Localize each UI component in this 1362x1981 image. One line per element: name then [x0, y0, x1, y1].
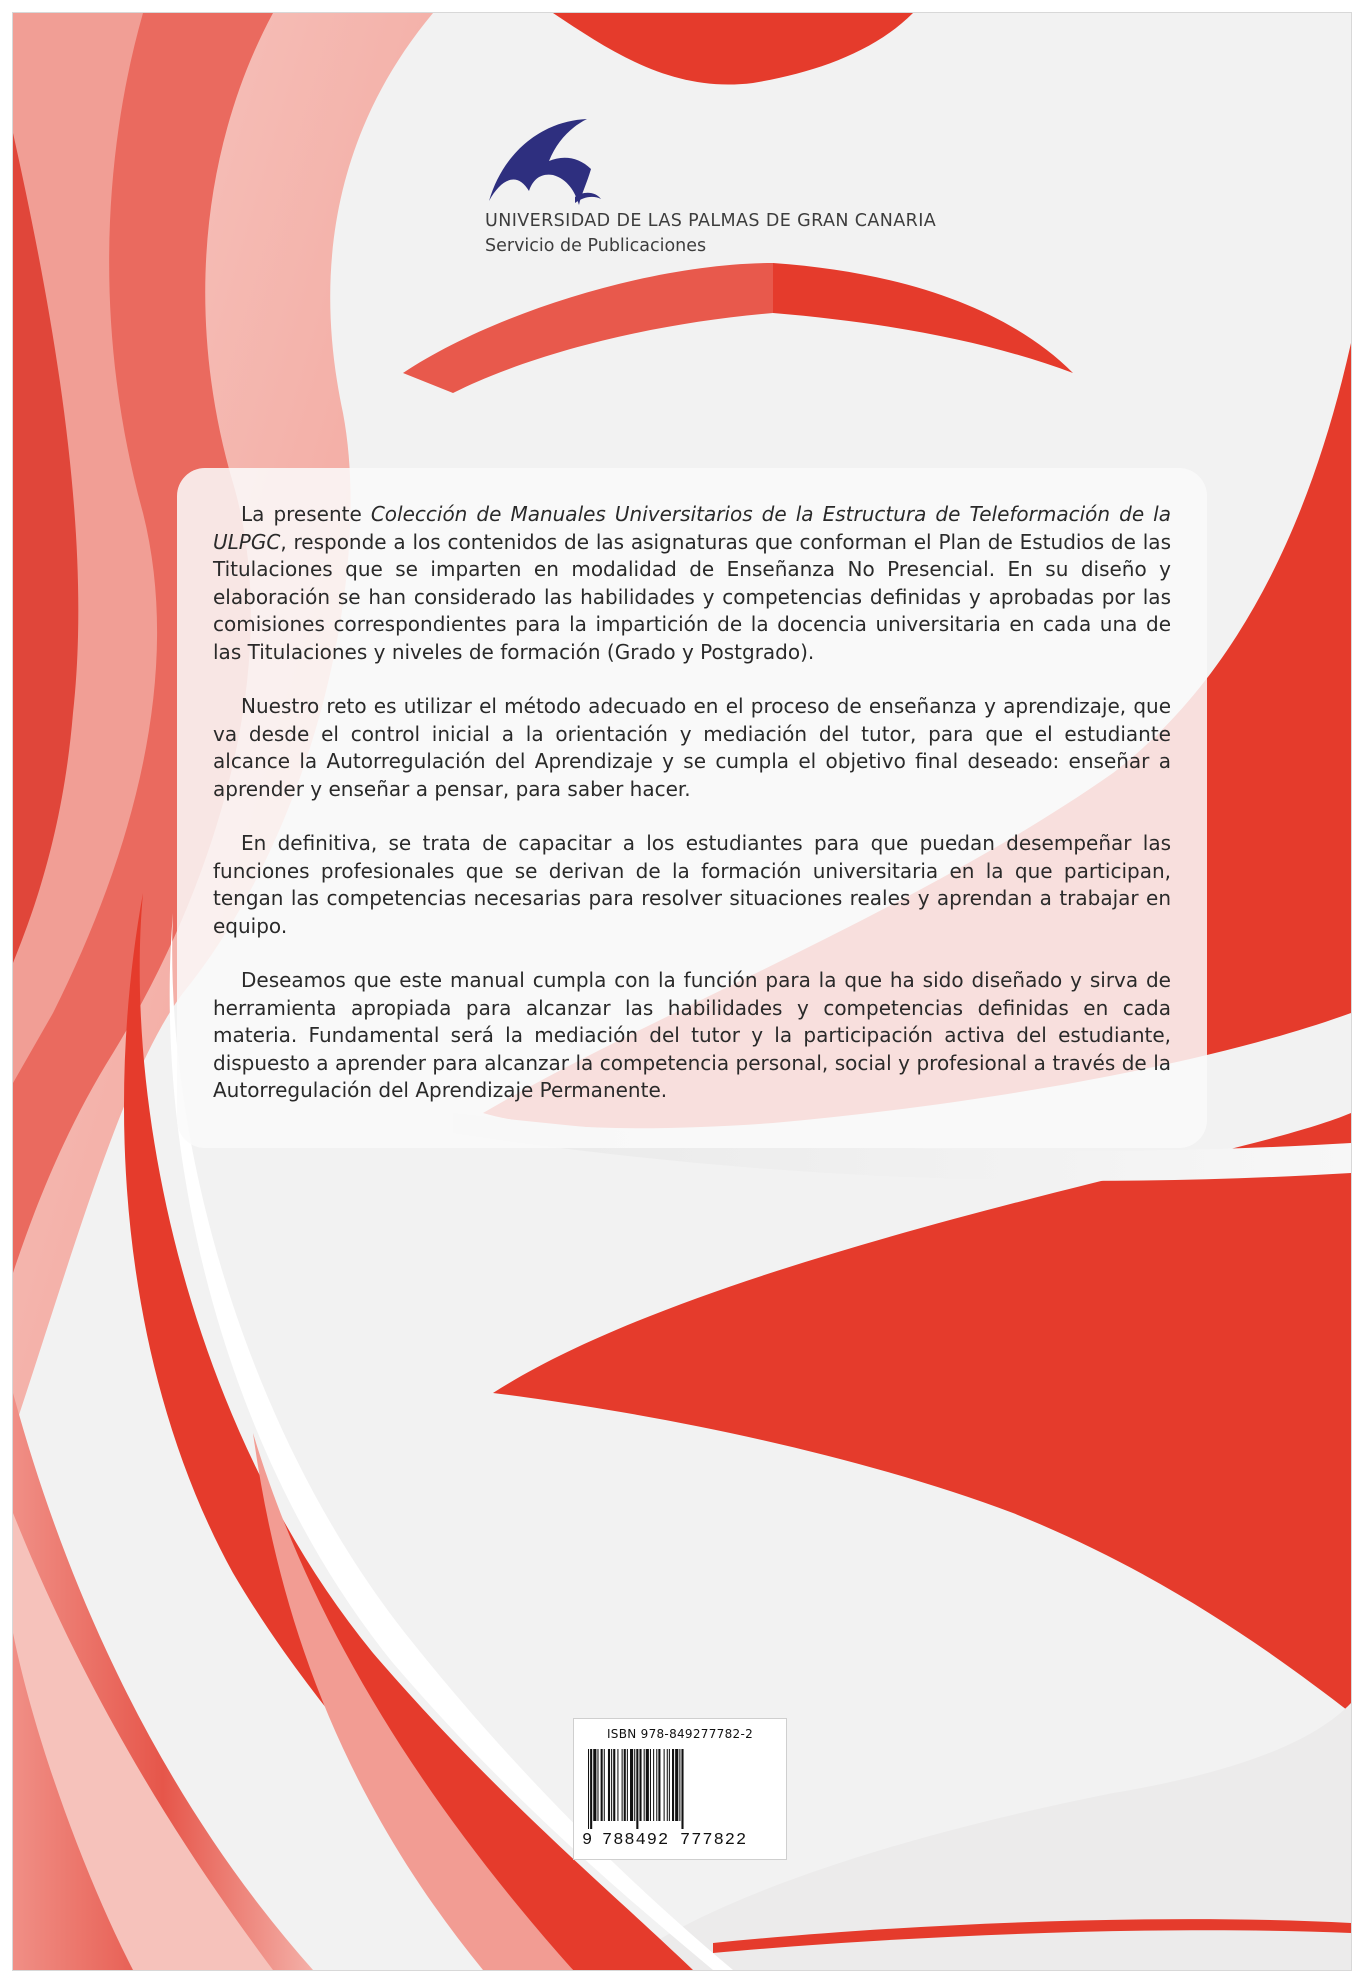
- barcode-bar: [630, 1749, 633, 1821]
- barcode-bar: [597, 1749, 598, 1821]
- barcode-bar: [588, 1749, 589, 1829]
- book-back-cover: [12, 12, 1352, 1971]
- barcode-bar: [636, 1749, 638, 1829]
- barcode-bar: [664, 1749, 665, 1821]
- university-name: UNIVERSIDAD DE LAS PALMAS DE GRAN CANARIA: [485, 211, 937, 231]
- barcode-bar: [627, 1749, 628, 1821]
- ulpgc-logo-icon: [483, 113, 623, 213]
- university-logo-block: [483, 113, 1043, 273]
- barcode-bar: [639, 1749, 641, 1821]
- barcode-bar: [653, 1749, 654, 1821]
- barcode-bar: [604, 1749, 605, 1821]
- barcode-bar: [644, 1749, 645, 1821]
- collection-title: Colección de Manuales Universitarios de la Estructura de Teleformación de la ULPGC: [213, 502, 1171, 554]
- barcode-bar: [624, 1749, 626, 1821]
- barcode-bar: [608, 1749, 610, 1821]
- paragraph-1: [213, 501, 1171, 666]
- isbn-barcode-box: [573, 1718, 787, 1860]
- barcode-bar: [622, 1749, 623, 1821]
- barcode-digit-group-1: 788492: [602, 1831, 670, 1850]
- barcode-bar: [613, 1749, 615, 1821]
- barcode-digit-group-2: 777822: [680, 1831, 748, 1850]
- barcode-bar: [593, 1749, 596, 1821]
- barcode-bar: [650, 1749, 651, 1821]
- barcode-bar: [617, 1749, 618, 1821]
- barcode-bar: [667, 1749, 668, 1821]
- paragraph-2: Nuestro reto es utilizar el método adecuado en el proceso de enseñanza y aprendizaje, que va desde el control inicial a la orientación y mediación del tutor, para que el estudiante alcance la Autorregulación del Aprendizaje y se cumpla el objetivo final deseado: enseñar a aprender y enseñar a pensar, para saber hacer.: [213, 694, 1171, 801]
- barcode-bar: [658, 1749, 660, 1821]
- paragraph-1-rest: , responde a los contenidos de las asignaturas que conforman el Plan de Estudios de las Titulaciones que se imparten en modalidad de Enseñanza No Presencial. En su diseño y elaboración se han considerado las habilidades y competencias definidas y aprobadas por las comisiones correspondientes para la impartición de la docencia universitaria en cada una de las Titulaciones y niveles de formación (Grado y Postgrado).: [213, 529, 1171, 664]
- barcode-bar: [672, 1749, 674, 1821]
- barcode-bar: [681, 1749, 683, 1829]
- barcode-bar: [611, 1749, 612, 1821]
- barcode-bar: [669, 1749, 670, 1821]
- paragraph-3: En definitiva, se trata de capacitar a los estudiantes para que puedan desempeñar las funciones profesionales que se derivan de la formación universitaria en la que participan, tengan las competencias necesarias para resolver situaciones reales y aprendan a trabajar en equipo.: [213, 831, 1171, 938]
- barcode-bar: [675, 1749, 678, 1821]
- barcode-bar: [646, 1749, 649, 1821]
- paragraph-4: Deseamos que este manual cumpla con la función para la que ha sido diseñado y sirva de herramienta apropiada para alcanzar las habilidades y competencias definidas en cada materia. Fundamental será la mediación del tutor y la participación activa del estudiante, dispuesto a aprender para alcanzar la competencia personal, social y profesional a través de la Autorregulación del Aprendizaje Permanente.: [213, 968, 1171, 1102]
- barcode-bar: [679, 1749, 680, 1821]
- description-text: [213, 501, 1171, 1132]
- barcode-bar: [634, 1749, 635, 1821]
- isbn-label: ISBN 978-849277782-2: [606, 1727, 754, 1741]
- barcode-bar: [590, 1749, 592, 1829]
- barcode-bar: [656, 1749, 657, 1821]
- barcode-bar: [601, 1749, 603, 1821]
- barcode-icon: [588, 1749, 772, 1829]
- barcode-digit-first: 9: [582, 1831, 593, 1850]
- publications-service-name: Servicio de Publicaciones: [485, 236, 707, 256]
- paragraph-1-lead: La presente: [241, 502, 371, 526]
